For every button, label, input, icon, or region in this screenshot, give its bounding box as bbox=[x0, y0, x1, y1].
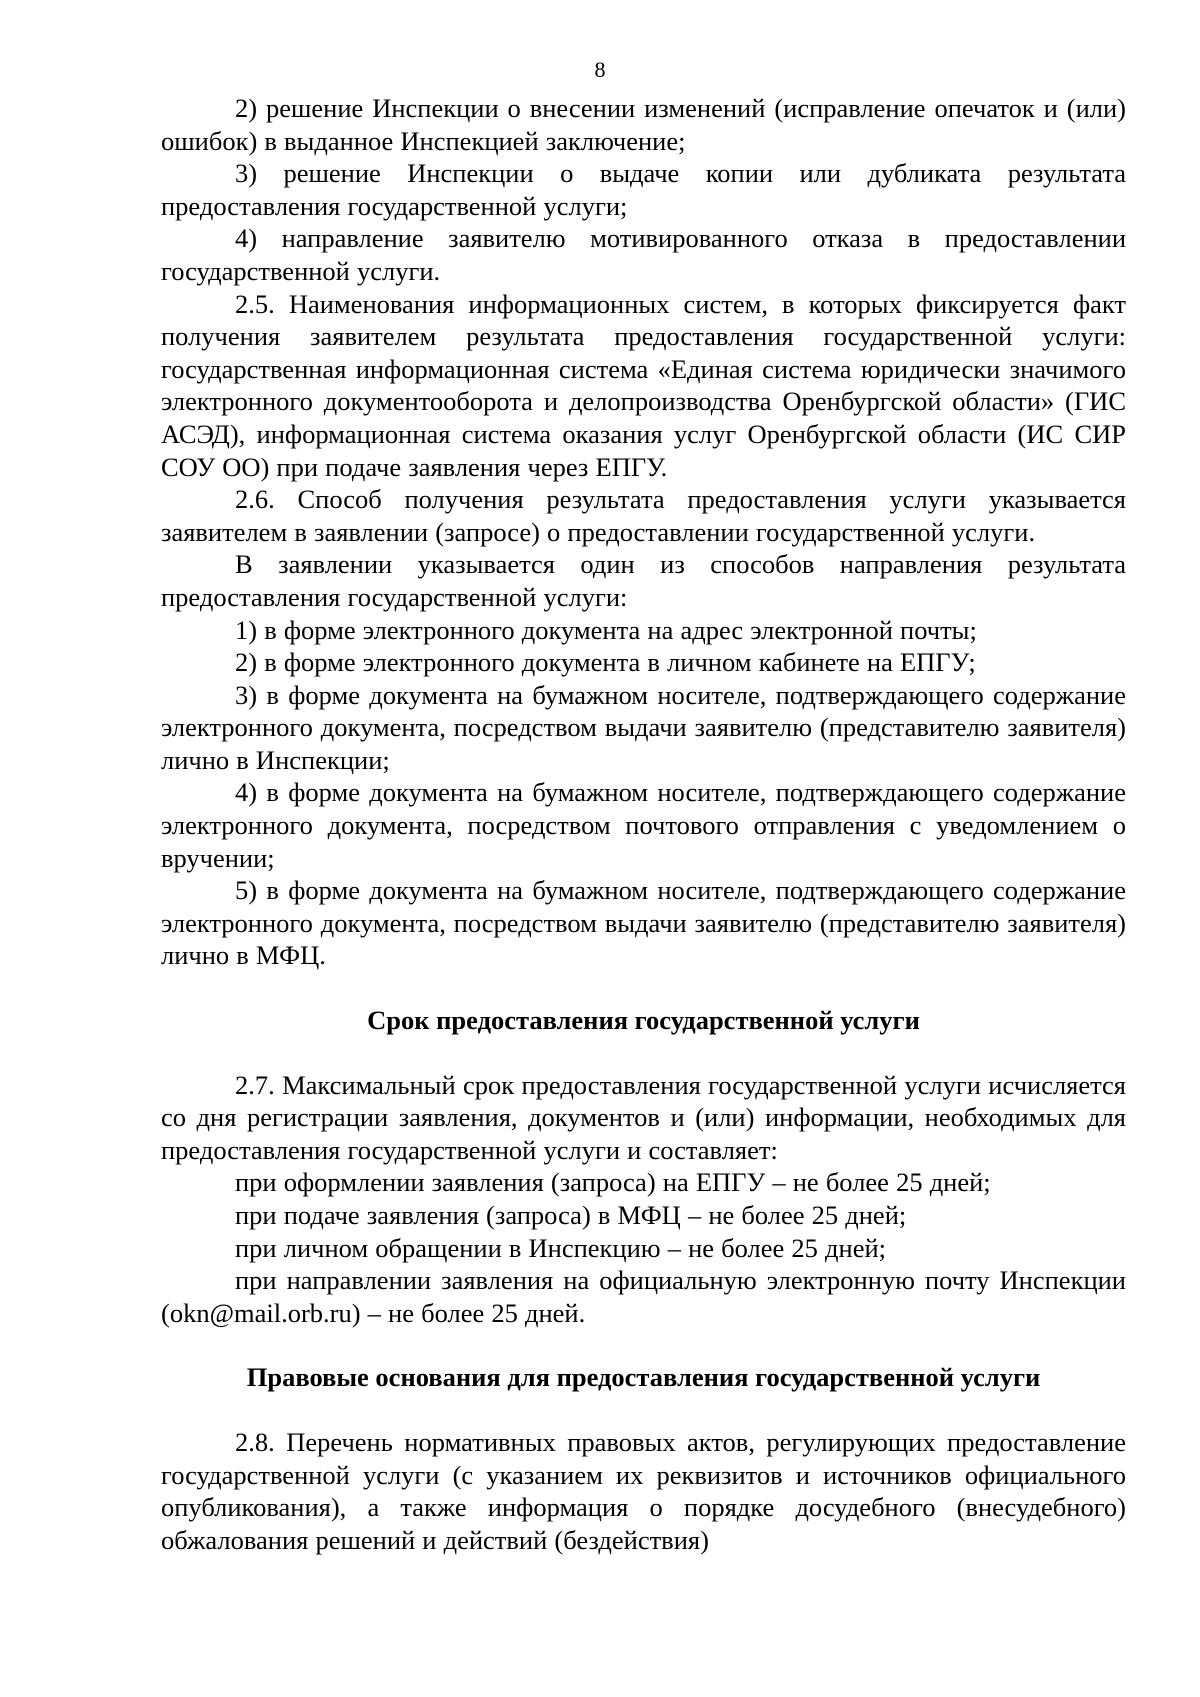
section-heading-term: Срок предоставления государственной услуги bbox=[367, 1005, 920, 1036]
paragraph-2-5: 2.5. Наименования информационных систем, в которых фиксируется факт получения заявителем результата предоставления государственной услуги: государственная информационная система «Единая система юридически значимого электронного документооборота и делопроизводства Оренбургской области» (ГИС АСЭД), информационная система оказания услуг Оренбургской области (ИС СИР СОУ ОО) при подаче заявления через ЕПГУ. bbox=[161, 288, 1126, 482]
paragraph-2-6: 2.6. Способ получения результата предоставления услуги указывается заявителем в заявлении (запросе) о предоставлении государственной услуги. bbox=[161, 484, 1126, 547]
page-number: 8 bbox=[594, 57, 606, 82]
paragraph-method-2: 2) в форме электронного документа в личном кабинете на ЕПГУ; bbox=[235, 647, 976, 678]
paragraph-result-item-3: 3) решение Инспекции о выдаче копии или дубликата результата предоставления государственной услуги; bbox=[161, 158, 1126, 221]
paragraph-term-mfc: при подаче заявления (запроса) в МФЦ – не более 25 дней; bbox=[235, 1200, 907, 1230]
paragraph-term-epgu: при оформлении заявления (запроса) на ЕПГУ – не более 25 дней; bbox=[235, 1167, 991, 1198]
paragraph-methods-intro: В заявлении указывается один из способов направления результата предоставления государственной услуги: bbox=[161, 549, 1126, 612]
paragraph-method-5: 5) в форме документа на бумажном носителе, подтверждающего содержание электронного документа, посредством выдачи заявителю (представителю заявителя) лично в МФЦ. bbox=[161, 875, 1126, 971]
paragraph-result-item-2: 2) решение Инспекции о внесении изменений (исправление опечаток и (или) ошибок) в выданное Инспекцией заключение; bbox=[161, 93, 1126, 156]
paragraph-method-1: 1) в форме электронного документа на адрес электронной почты; bbox=[235, 614, 977, 645]
paragraph-method-4: 4) в форме документа на бумажном носителе, подтверждающего содержание электронного документа, посредством почтового отправления с уведомлением о вручении; bbox=[161, 777, 1126, 873]
paragraph-2-8: 2.8. Перечень нормативных правовых актов, регулирующих предоставление государственной услуги (с указанием их реквизитов и источников официального опубликования), а также информация о порядке досудебного (внесудебного) обжалования решений и действий (бездействия) bbox=[161, 1426, 1126, 1555]
paragraph-2-7: 2.7. Максимальный срок предоставления государственной услуги исчисляется со дня регистрации заявления, документов и (или) информации, необходимых для предоставления государственной услуги и составляет: bbox=[161, 1069, 1126, 1165]
section-heading-legal: Правовые основания для предоставления государственной услуги bbox=[246, 1362, 1041, 1393]
paragraph-term-personal: при личном обращении в Инспекцию – не более 25 дней; bbox=[235, 1232, 886, 1263]
paragraph-term-email: при направлении заявления на официальную электронную почту Инспекции (okn@mail.orb.ru) – не более 25 дней. bbox=[161, 1265, 1126, 1328]
paragraph-method-3: 3) в форме документа на бумажном носителе, подтверждающего содержание электронного документа, посредством выдачи заявителю (представителю заявителя) лично в Инспекции; bbox=[161, 679, 1126, 775]
document-body bbox=[161, 92, 1126, 1556]
paragraph-result-item-4: 4) направление заявителю мотивированного отказа в предоставлении государственной услуги. bbox=[161, 223, 1126, 286]
